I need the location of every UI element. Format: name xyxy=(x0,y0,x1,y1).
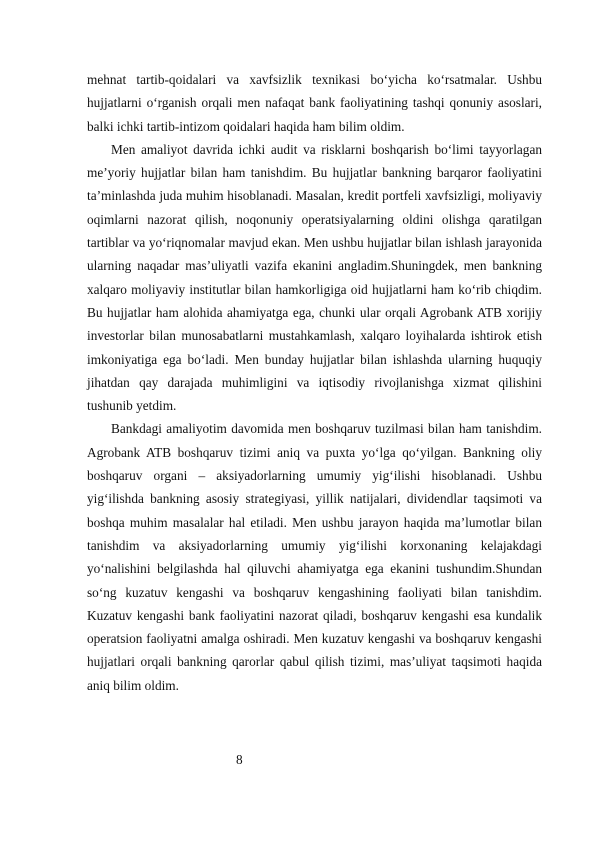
paragraph-normative-documents: Men amaliyot davrida ichki audit va risklarni boshqarish bo‘limi tayyorlagan me’yoriy hujjatlar bilan ham tanishdim. Bu hujjatlar bankning barqaror faoliyatini ta’minlashda juda muhim hisoblanadi. Masalan, kredit portfeli xavfsizligi, moliyaviy oqimlarni nazorat qilish, noqonuniy operatsiyalarning oldini olishga qaratilgan tartiblar va yo‘riqnomalar mavjud ekan. Men ushbu hujjatlar bilan ishlash jarayonida ularning naqadar mas’uliyatli vazifa ekanini angladim.Shuningdek, men bankning xalqaro moliyaviy institutlar bilan hamkorligiga oid hujjatlarni ham ko‘rib chiqdim. Bu hujjatlar ham alohida ahamiyatga ega, chunki ular orqali Agrobank ATB xorijiy investorlar bilan munosabatlarni mustahkamlash, xalqaro loyihalarda ishtirok etish imkoniyatiga ega bo‘ladi. Men bunday hujjatlar bilan ishlashda ularning huquqiy jihatdan qay darajada muhimligini va iqtisodiy rivojlanishga xizmat qilishini tushunib yetdim. xyxy=(87,141,542,414)
paragraph-continuation: mehnat tartib-qoidalari va xavfsizlik texnikasi bo‘yicha ko‘rsatmalar. Ushbu hujjatlarni o‘rganish orqali men nafaqat bank faoliyatining tashqi qonuniy asoslari, balki ichki tartib-intizom qoidalari haqida ham bilim oldim. xyxy=(87,72,542,134)
paragraph-governance-structure: Bankdagi amaliyotim davomida men boshqaruv tuzilmasi bilan ham tanishdim. Agrobank ATB boshqaruv tizimi aniq va puxta yo‘lga qo‘yilgan. Bankning oliy boshqaruv organi – aksiyadorlarning umumiy yig‘ilishi hisoblanadi. Ushbu yig‘ilishda bankning asosiy strategiyasi, yillik natijalari, dividendlar taqsimoti va boshqa muhim masalalar hal etiladi. Men ushbu jarayon haqida ma’lumotlar bilan tanishdim va aksiyadorlarning umumiy yig‘ilishi korxonaning kelajakdagi yo‘nalishini belgilashda hal qiluvchi ahamiyatga ega ekanini tushundim.Shundan so‘ng kuzatuv kengashi va boshqaruv kengashining faoliyati bilan tanishdim. Kuzatuv kengashi bank faoliyatini nazorat qiladi, boshqaruv kengashi esa kundalik operatsion faoliyatni amalga oshiradi. Men kuzatuv kengashi va boshqaruv kengashi hujjatlari orqali bankning qarorlar qabul qilish tizimi, mas’uliyat taqsimoti haqida aniq bilim oldim. xyxy=(87,421,542,693)
body-text xyxy=(87,68,542,697)
page-number: 8 xyxy=(236,752,243,767)
